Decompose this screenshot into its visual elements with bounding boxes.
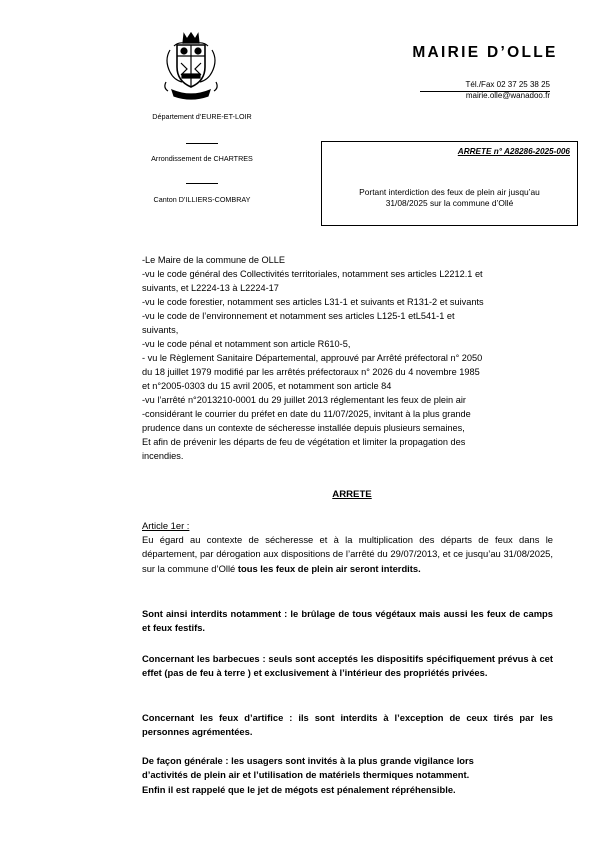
arrete-number: ARRETE n° A28286-2025-006 — [457, 147, 570, 156]
visa-line: -Le Maire de la commune de OLLE — [142, 255, 285, 265]
departement-label: Département d’EURE-ET-LOIR — [152, 112, 252, 121]
contact-block — [410, 79, 550, 101]
article-paragraph-5 — [142, 754, 553, 797]
visa-line: -vu le code général des Collectivités territoriales, notamment ses articles L2212.1 et — [142, 269, 483, 279]
mairie-title: MAIRIE D’OLLE — [412, 44, 558, 61]
arrete-subject-line: 31/08/2025 sur la commune d’Ollé — [385, 198, 514, 208]
article-paragraph-text: Eu égard au contexte de sécheresse et à la multiplication des départs de feux dans le département, par dérogation aux dispositions de l’arrêté du 29/07/2013, et ce jusqu’au 31/08/2025, sur la commune d’Ollé — [142, 534, 553, 574]
visa-line: suivants, — [142, 325, 179, 335]
article-title: Article 1er : — [142, 520, 190, 531]
arrete-box — [321, 141, 578, 226]
article-paragraph-line: Enfin il est rappelé que le jet de mégots est pénalement répréhensible. — [142, 783, 456, 795]
arrete-subject — [328, 187, 571, 209]
visa-line: du 18 juillet 1979 modifié par les arrêtés préfectoraux n° 2026 du 4 novembre 1985 — [142, 367, 480, 377]
divider — [186, 143, 218, 144]
article-paragraph-3: Concernant les barbecues : seuls sont acceptés les dispositifs spécifiquement prévus à cet effet (pas de feu à terre ) et exclusivement à l’intérieur des propriétés privées. — [142, 653, 553, 679]
visa-line: -vu l’arrêté n°2013210-0001 du 29 juillet 2013 réglementant les feux de plein air — [142, 395, 466, 405]
divider — [186, 183, 218, 184]
article-paragraph-1 — [142, 533, 553, 576]
coat-of-arms-logo — [160, 30, 222, 102]
visa-line: Et afin de prévenir les départs de feu de végétation et limiter la propagation des — [142, 437, 466, 447]
canton-label: Canton D’ILLIERS-COMBRAY — [153, 195, 251, 204]
arrete-heading: ARRETE — [332, 489, 372, 500]
visa-line: - vu le Règlement Sanitaire Départemental, approuvé par Arrêté préfectoral n° 2050 — [142, 353, 483, 363]
article-paragraph-2: Sont ainsi interdits notamment : le brûlage de tous végétaux mais aussi les feux de camps et feux festifs. — [142, 608, 553, 634]
arrete-subject-line: Portant interdiction des feux de plein air jusqu’au — [359, 187, 540, 197]
visas-list — [142, 253, 562, 463]
arrondissement-label: Arrondissement de CHARTRES — [151, 154, 253, 163]
visa-line: prudence dans un contexte de sécheresse installée depuis plusieurs semaines, — [142, 423, 465, 433]
article-paragraph-4: Concernant les feux d’artifice : ils sont interdits à l’exception de ceux tirés par les personnes agrémentées. — [142, 712, 553, 738]
contact-underline — [420, 91, 550, 92]
email-address: mairie.olle@wanadoo.fr — [465, 91, 550, 100]
visa-line: -considérant le courrier du préfet en date du 11/07/2025, invitant à la plus grande — [142, 409, 471, 419]
visa-line: -vu le code forestier, notamment ses articles L31-1 et suivants et R131-2 et suivants — [142, 297, 484, 307]
visa-line: et n°2005-0303 du 15 avril 2005, et notamment son article 84 — [142, 381, 392, 391]
visa-line: -vu le code pénal et notamment son article R610-5, — [142, 339, 351, 349]
article-paragraph-line: De façon générale : les usagers sont invités à la plus grande vigilance lors — [142, 755, 474, 766]
visa-line: -vu le code de l’environnement et notamment ses articles L125-1 etL541-1 et — [142, 311, 455, 321]
article-paragraph-bold: tous les feux de plein air seront interdits. — [237, 562, 421, 574]
visa-line: incendies. — [142, 451, 184, 461]
article-paragraph-line: d’activités de plein air et l’utilisation de matériels thermiques notamment. — [142, 769, 470, 781]
visa-line: suivants, et L2224-13 à L2224-17 — [142, 283, 279, 293]
phone-fax: Tél./Fax 02 37 25 38 25 — [465, 80, 550, 89]
